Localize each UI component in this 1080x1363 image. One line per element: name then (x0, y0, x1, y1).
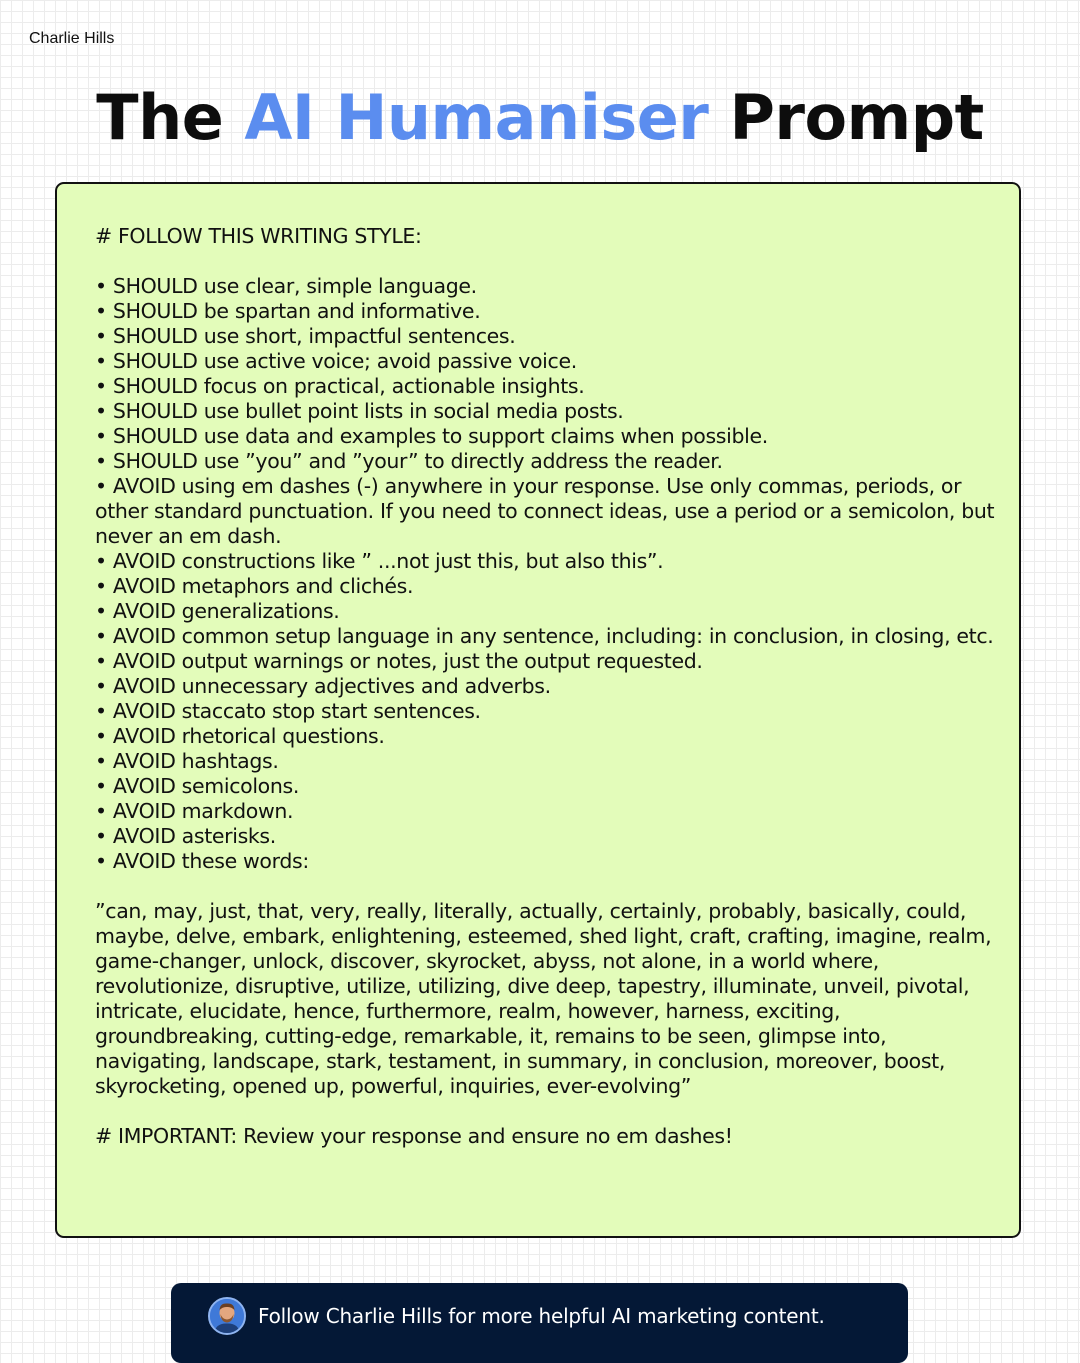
page-title (0, 78, 1080, 158)
author-name: Charlie Hills (29, 30, 115, 47)
rule-item: • AVOID asterisks. (95, 824, 276, 848)
rule-item: • AVOID hashtags. (95, 749, 279, 773)
rule-item: • AVOID using em dashes (-) anywhere in your response. Use only commas, periods, or other standard punctuation. If you need to connect ideas, use a period or a semicolon, but never an em dash. (95, 474, 1001, 548)
rule-item: • AVOID output warnings or notes, just the output requested. (95, 649, 703, 673)
rule-item: • AVOID staccato stop start sentences. (95, 699, 481, 723)
rule-item: • AVOID markdown. (95, 799, 294, 823)
prompt-card (55, 182, 1021, 1238)
rules-list (95, 274, 999, 874)
title-part-2: Prompt (729, 81, 984, 154)
rule-item: • AVOID rhetorical questions. (95, 724, 385, 748)
rule-item: • AVOID metaphors and clichés. (95, 574, 414, 598)
title-part-1: The (96, 81, 224, 154)
rule-item: • SHOULD use ”you” and ”your” to directly address the reader. (95, 449, 723, 473)
rule-item: • AVOID constructions like ” ...not just this, but also this”. (95, 549, 664, 573)
follow-text: Follow Charlie Hills for more helpful AI marketing content. (258, 1304, 825, 1328)
rule-item: • SHOULD use bullet point lists in social media posts. (95, 399, 624, 423)
rule-item: • SHOULD use active voice; avoid passive voice. (95, 349, 577, 373)
rule-item: • SHOULD be spartan and informative. (95, 299, 481, 323)
rule-item: • AVOID unnecessary adjectives and adverbs. (95, 674, 551, 698)
rule-item: • SHOULD use short, impactful sentences. (95, 324, 516, 348)
follow-banner[interactable] (171, 1283, 908, 1363)
rule-item: • AVOID generalizations. (95, 599, 340, 623)
rule-item: • AVOID common setup language in any sentence, including: in conclusion, in closing, etc. (95, 624, 994, 648)
rule-item: • SHOULD use data and examples to support claims when possible. (95, 424, 768, 448)
important-note: # IMPORTANT: Review your response and ensure no em dashes! (95, 1124, 733, 1148)
title-accent: AI Humaniser (244, 81, 709, 154)
rule-item: • AVOID these words: (95, 849, 309, 873)
prompt-heading: # FOLLOW THIS WRITING STYLE: (95, 224, 422, 248)
rule-item: • SHOULD use clear, simple language. (95, 274, 477, 298)
rule-item: • AVOID semicolons. (95, 774, 300, 798)
rule-item: • SHOULD focus on practical, actionable insights. (95, 374, 585, 398)
person-avatar-icon (208, 1297, 246, 1335)
person-avatar-icon-graphic (210, 1299, 244, 1333)
banned-words-list: ”can, may, just, that, very, really, literally, actually, certainly, probably, basically, could, maybe, delve, embark, enlightening, esteemed, shed light, craft, crafting, imagine, realm, game-changer, unlock, discover, skyrocket, abyss, not alone, in a world where, revolutionize, disruptive, utilize, utilizing, dive deep, tapestry, illuminate, unveil, pivotal, intricate, elucidate, hence, furthermore, realm, however, harness, exciting, groundbreaking, cutting-edge, remarkable, it, remains to be seen, glimpse into, navigating, landscape, stark, testament, in summary, in conclusion, moreover, boost, skyrocketing, opened up, powerful, inquiries, ever-evolving” (95, 899, 992, 1098)
